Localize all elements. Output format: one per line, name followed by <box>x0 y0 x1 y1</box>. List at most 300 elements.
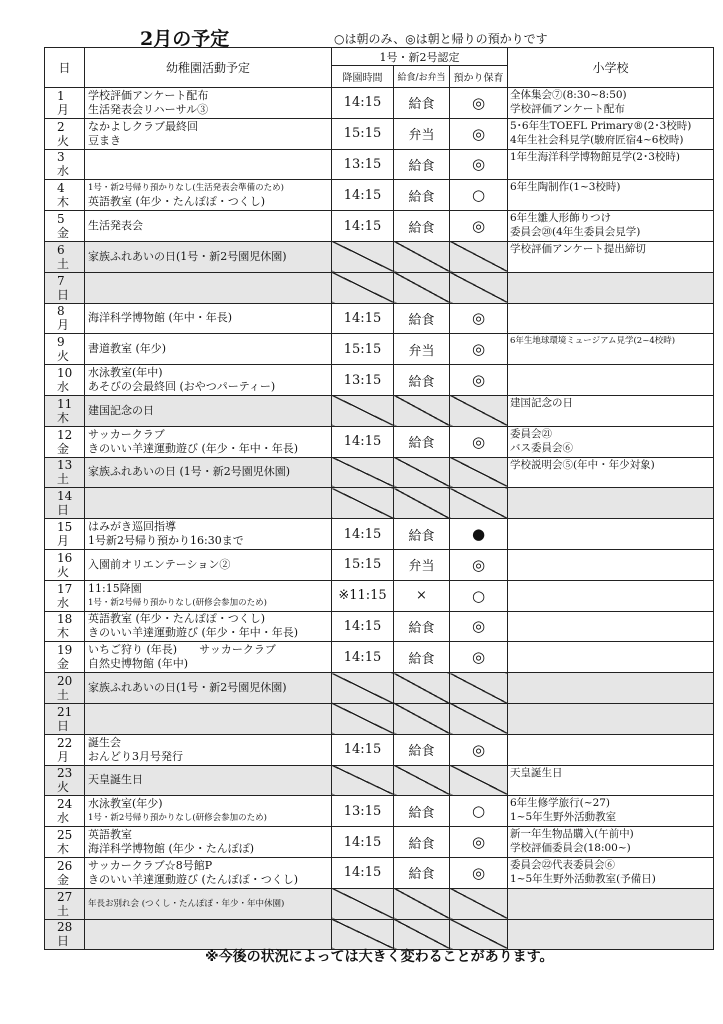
day-number: 24 <box>57 797 73 812</box>
activity-cell <box>85 334 332 365</box>
activity-cell <box>85 457 332 488</box>
school-line: 1~5年生野外活動教室 <box>510 811 617 824</box>
school-line: バス委員会⑥ <box>510 441 573 454</box>
activity-line: なかよしクラブ最終回 <box>88 119 198 133</box>
meal-type: 給食 <box>394 519 450 550</box>
meal-type <box>394 457 450 488</box>
school-line: 学校評価アンケート提出締切 <box>510 242 646 255</box>
day-number: 9 <box>57 335 65 350</box>
table-row <box>45 827 714 858</box>
activity-line: 天皇誕生日 <box>88 773 143 787</box>
school-cell <box>508 334 714 365</box>
day-cell <box>45 149 85 180</box>
weekday: 日 <box>57 718 70 733</box>
day-cell <box>45 827 85 858</box>
school-cell <box>508 734 714 765</box>
table-row <box>45 272 714 303</box>
weekday: 水 <box>57 595 70 610</box>
activity-cell <box>85 88 332 119</box>
header-meal: 給食/お弁当 <box>394 66 450 88</box>
day-cell <box>45 519 85 550</box>
activity-line: サッカークラブ☆8号館P <box>88 858 213 872</box>
day-number: 7 <box>57 273 65 288</box>
school-line: 学校説明会⑤(年中・年少対象) <box>510 458 655 471</box>
header-activity: 幼稚園活動予定 <box>85 48 332 88</box>
day-cell <box>45 549 85 580</box>
weekday: 火 <box>57 133 70 148</box>
day-number: 28 <box>57 920 73 935</box>
schedule-body <box>45 88 714 950</box>
meal-type <box>394 888 450 919</box>
weekday: 金 <box>57 441 70 456</box>
meal-type: 給食 <box>394 642 450 673</box>
day-cell <box>45 365 85 396</box>
activity-line: きのいい羊達運動遊び (年少・年中・年長) <box>88 441 299 455</box>
day-number: 1 <box>57 88 65 103</box>
table-row <box>45 673 714 704</box>
childcare-mark <box>450 241 508 272</box>
activity-cell <box>85 211 332 242</box>
day-cell <box>45 488 85 519</box>
day-cell <box>45 919 85 950</box>
day-number: 14 <box>57 489 73 504</box>
school-line: 学校評価委員会(18:00~) <box>510 842 631 855</box>
table-row <box>45 857 714 888</box>
weekday: 水 <box>57 380 70 395</box>
activity-line: 英語教室 (年少・たんぽぽ・つくし) <box>88 612 266 626</box>
weekday: 火 <box>57 349 70 364</box>
meal-type: 給食 <box>394 149 450 180</box>
childcare-mark <box>450 888 508 919</box>
weekday: 土 <box>57 688 70 703</box>
activity-line: おんどり3月号発行 <box>88 749 183 763</box>
dismissal-time: 13:15 <box>332 149 394 180</box>
school-cell <box>508 211 714 242</box>
header-dismissal-time: 降園時間 <box>332 66 394 88</box>
childcare-mark: ● <box>450 519 508 550</box>
dismissal-time: 13:15 <box>332 796 394 827</box>
activity-cell <box>85 149 332 180</box>
activity-line: 1号・新2号帰り預かりなし(研修会参加のため) <box>88 813 267 824</box>
childcare-mark: ◎ <box>450 642 508 673</box>
table-row <box>45 334 714 365</box>
table-row <box>45 703 714 734</box>
meal-type: 弁当 <box>394 118 450 149</box>
school-line: 新一年生物品購入(午前中) <box>510 828 634 841</box>
meal-type: 給食 <box>394 303 450 334</box>
school-line: 天皇誕生日 <box>510 766 563 779</box>
meal-type: 給食 <box>394 211 450 242</box>
activity-cell <box>85 765 332 796</box>
weekday: 月 <box>57 102 70 117</box>
childcare-mark: ◎ <box>450 549 508 580</box>
day-number: 2 <box>57 119 65 134</box>
day-cell <box>45 611 85 642</box>
school-cell <box>508 549 714 580</box>
weekday: 火 <box>57 780 70 795</box>
day-cell <box>45 241 85 272</box>
meal-type: 給食 <box>394 180 450 211</box>
table-row <box>45 118 714 149</box>
school-cell <box>508 765 714 796</box>
table-row <box>45 734 714 765</box>
footer-note: ※今後の状況によっては大きく変わることがあります。 <box>205 949 554 965</box>
day-number: 23 <box>57 766 73 781</box>
school-cell <box>508 303 714 334</box>
childcare-mark: ◎ <box>450 611 508 642</box>
day-number: 5 <box>57 212 65 227</box>
table-row <box>45 457 714 488</box>
childcare-mark: ○ <box>450 580 508 611</box>
weekday: 日 <box>57 287 70 302</box>
activity-cell <box>85 118 332 149</box>
table-row <box>45 549 714 580</box>
day-cell <box>45 580 85 611</box>
weekday: 水 <box>57 811 70 826</box>
school-cell <box>508 888 714 919</box>
meal-type: 給食 <box>394 611 450 642</box>
school-line: 5･6年生TOEFL Primary®(2･3校時) <box>510 119 692 132</box>
table-row <box>45 580 714 611</box>
day-number: 15 <box>57 520 73 535</box>
day-cell <box>45 303 85 334</box>
header-day: 日 <box>45 48 85 88</box>
childcare-mark: ◎ <box>450 149 508 180</box>
activity-cell <box>85 180 332 211</box>
activity-line: 生活発表会 <box>88 219 143 233</box>
meal-type <box>394 703 450 734</box>
school-cell <box>508 180 714 211</box>
dismissal-time: 13:15 <box>332 365 394 396</box>
table-row <box>45 395 714 426</box>
weekday: 木 <box>57 626 70 641</box>
activity-line: 豆まき <box>88 133 121 147</box>
childcare-mark: ○ <box>450 796 508 827</box>
activity-cell <box>85 519 332 550</box>
activity-cell <box>85 580 332 611</box>
activity-cell <box>85 703 332 734</box>
childcare-mark <box>450 703 508 734</box>
table-row <box>45 426 714 457</box>
activity-line: 家族ふれあいの日 (1号・新2号園児休園) <box>88 465 291 479</box>
activity-line: あそびの会最終回 (おやつパーティー) <box>88 380 276 394</box>
childcare-mark: ◎ <box>450 365 508 396</box>
day-number: 11 <box>57 396 73 411</box>
school-line: 4年生社会科見学(駿府匠宿4~6校時) <box>510 133 684 146</box>
activity-cell <box>85 857 332 888</box>
meal-type: 弁当 <box>394 334 450 365</box>
day-cell <box>45 796 85 827</box>
childcare-mark: ◎ <box>450 118 508 149</box>
activity-line: 年長お別れ会 (つくし・たんぽぽ・年少・年中休園) <box>88 898 285 909</box>
meal-type: 給食 <box>394 88 450 119</box>
activity-cell <box>85 426 332 457</box>
day-number: 27 <box>57 889 73 904</box>
weekday: 木 <box>57 410 70 425</box>
activity-line: 英語教室 <box>88 828 132 842</box>
meal-type: 給食 <box>394 365 450 396</box>
weekday: 月 <box>57 318 70 333</box>
activity-cell <box>85 642 332 673</box>
dismissal-time <box>332 272 394 303</box>
dismissal-time: 14:15 <box>332 303 394 334</box>
day-number: 25 <box>57 828 73 843</box>
day-cell <box>45 642 85 673</box>
dismissal-time <box>332 241 394 272</box>
activity-line: 水泳教室(年中) <box>88 366 163 380</box>
school-line: 6年生地球環境ミュージアム見学(2~4校時) <box>510 336 676 347</box>
weekday: 土 <box>57 256 70 271</box>
dismissal-time <box>332 395 394 426</box>
activity-cell <box>85 611 332 642</box>
table-row <box>45 765 714 796</box>
meal-type <box>394 673 450 704</box>
dismissal-time: 14:15 <box>332 827 394 858</box>
meal-type <box>394 765 450 796</box>
day-number: 13 <box>57 458 73 473</box>
activity-line: 入園前オリエンテーション② <box>88 557 231 571</box>
activity-line: 1号・新2号帰り預かりなし(生活発表会準備のため) <box>88 183 284 194</box>
activity-cell <box>85 241 332 272</box>
day-cell <box>45 88 85 119</box>
day-number: 22 <box>57 735 73 750</box>
school-cell <box>508 241 714 272</box>
meal-type <box>394 272 450 303</box>
activity-cell <box>85 303 332 334</box>
weekday: 木 <box>57 195 70 210</box>
header-school: 小学校 <box>508 48 714 88</box>
day-number: 16 <box>57 550 73 565</box>
childcare-mark: ◎ <box>450 426 508 457</box>
day-cell <box>45 765 85 796</box>
activity-line: 海洋科学博物館 (年中・年長) <box>88 311 233 325</box>
table-row <box>45 241 714 272</box>
school-cell <box>508 395 714 426</box>
weekday: 金 <box>57 872 70 887</box>
activity-line: 生活発表会リハーサル③ <box>88 102 209 116</box>
school-line: 1~5年生野外活動教室(予備日) <box>510 872 656 885</box>
childcare-mark <box>450 673 508 704</box>
activity-line: 水泳教室(年少) <box>88 797 163 811</box>
childcare-mark <box>450 272 508 303</box>
activity-line: 学校評価アンケート配布 <box>88 88 209 102</box>
activity-cell <box>85 549 332 580</box>
dismissal-time: 15:15 <box>332 334 394 365</box>
activity-line: きのいい羊達運動遊び (たんぽぽ・つくし) <box>88 872 299 886</box>
school-cell <box>508 703 714 734</box>
day-cell <box>45 857 85 888</box>
day-cell <box>45 211 85 242</box>
activity-line: きのいい羊達運動遊び (年少・年中・年長) <box>88 626 299 640</box>
table-row <box>45 365 714 396</box>
legend-note: ○は朝のみ、◎は朝と帰りの預かりです <box>334 32 548 46</box>
meal-type <box>394 241 450 272</box>
childcare-mark <box>450 488 508 519</box>
dismissal-time: 14:15 <box>332 211 394 242</box>
weekday: 木 <box>57 842 70 857</box>
childcare-mark <box>450 457 508 488</box>
childcare-mark: ○ <box>450 180 508 211</box>
weekday: 月 <box>57 534 70 549</box>
dismissal-time: 15:15 <box>332 549 394 580</box>
dismissal-time: 14:15 <box>332 642 394 673</box>
day-number: 26 <box>57 858 73 873</box>
meal-type: × <box>394 580 450 611</box>
day-number: 19 <box>57 643 73 658</box>
dismissal-time: 14:15 <box>332 734 394 765</box>
table-row <box>45 642 714 673</box>
activity-line: 家族ふれあいの日(1号・新2号園児休園) <box>88 681 287 695</box>
activity-cell <box>85 673 332 704</box>
activity-line: 海洋科学博物館 (年少・たんぽぽ) <box>88 842 255 856</box>
school-cell <box>508 118 714 149</box>
day-cell <box>45 673 85 704</box>
weekday: 水 <box>57 164 70 179</box>
dismissal-time <box>332 765 394 796</box>
childcare-mark: ◎ <box>450 211 508 242</box>
activity-line: 11:15降園 <box>88 581 142 595</box>
day-cell <box>45 334 85 365</box>
day-number: 6 <box>57 242 65 257</box>
school-line: 全体集会⑦(8:30~8:50) <box>510 89 627 101</box>
activity-line: 書道教室 (年少) <box>88 342 167 356</box>
table-row <box>45 611 714 642</box>
meal-type: 給食 <box>394 734 450 765</box>
school-cell <box>508 149 714 180</box>
school-line: 6年生陶制作(1~3校時) <box>510 181 621 194</box>
activity-line: サッカークラブ <box>88 427 165 441</box>
day-number: 12 <box>57 427 73 442</box>
activity-cell <box>85 365 332 396</box>
school-cell <box>508 272 714 303</box>
school-cell <box>508 611 714 642</box>
school-line: 委員会㉒代表委員会⑥ <box>510 858 615 871</box>
table-row <box>45 149 714 180</box>
day-number: 20 <box>57 674 73 689</box>
school-line: 6年生修学旅行(~27) <box>510 797 611 810</box>
weekday: 土 <box>57 472 70 487</box>
day-number: 8 <box>57 304 65 319</box>
day-cell <box>45 734 85 765</box>
meal-type <box>394 488 450 519</box>
school-line: 学校評価アンケート配布 <box>510 103 625 115</box>
table-row <box>45 303 714 334</box>
header-certification: 1号・新2号認定 <box>332 48 508 66</box>
meal-type: 給食 <box>394 426 450 457</box>
activity-cell <box>85 888 332 919</box>
day-cell <box>45 703 85 734</box>
day-number: 21 <box>57 704 73 719</box>
table-row <box>45 88 714 119</box>
day-number: 17 <box>57 581 73 596</box>
day-cell <box>45 426 85 457</box>
day-cell <box>45 118 85 149</box>
weekday: 日 <box>57 934 70 949</box>
dismissal-time: 14:15 <box>332 519 394 550</box>
activity-line: はみがき巡回指導 <box>88 520 176 534</box>
activity-cell <box>85 272 332 303</box>
school-cell <box>508 488 714 519</box>
school-cell <box>508 457 714 488</box>
activity-line: 自然史博物館 (年中) <box>88 657 189 671</box>
page-title: 2月の予定 <box>140 28 230 50</box>
schedule-table <box>44 47 714 950</box>
dismissal-time <box>332 673 394 704</box>
dismissal-time: 14:15 <box>332 88 394 119</box>
weekday: 日 <box>57 503 70 518</box>
dismissal-time: 15:15 <box>332 118 394 149</box>
school-cell <box>508 673 714 704</box>
dismissal-time: 14:15 <box>332 611 394 642</box>
childcare-mark: ◎ <box>450 334 508 365</box>
day-cell <box>45 457 85 488</box>
dismissal-time <box>332 488 394 519</box>
dismissal-time: 14:15 <box>332 857 394 888</box>
childcare-mark: ◎ <box>450 827 508 858</box>
weekday: 金 <box>57 226 70 241</box>
meal-type: 給食 <box>394 857 450 888</box>
meal-type <box>394 395 450 426</box>
day-number: 18 <box>57 612 73 627</box>
childcare-mark: ◎ <box>450 857 508 888</box>
activity-line: 英語教室 (年少・たんぽぽ・つくし) <box>88 195 266 209</box>
meal-type: 給食 <box>394 827 450 858</box>
activity-line: 家族ふれあいの日(1号・新2号園児休園) <box>88 249 287 263</box>
school-line: 6年生雛人形飾りつけ <box>510 212 612 225</box>
school-line: 委員会⑳(4年生委員会見学) <box>510 226 641 239</box>
header-childcare: 預かり保育 <box>450 66 508 88</box>
table-row <box>45 796 714 827</box>
school-cell <box>508 88 714 119</box>
dismissal-time <box>332 703 394 734</box>
dismissal-time: 14:15 <box>332 180 394 211</box>
day-cell <box>45 888 85 919</box>
activity-cell <box>85 488 332 519</box>
school-cell <box>508 426 714 457</box>
school-cell <box>508 827 714 858</box>
meal-type: 給食 <box>394 796 450 827</box>
childcare-mark: ◎ <box>450 303 508 334</box>
dismissal-time: 14:15 <box>332 426 394 457</box>
dismissal-time <box>332 888 394 919</box>
childcare-mark: ◎ <box>450 734 508 765</box>
table-row <box>45 211 714 242</box>
meal-type: 弁当 <box>394 549 450 580</box>
school-cell <box>508 642 714 673</box>
day-number: 3 <box>57 150 65 165</box>
weekday: 火 <box>57 564 70 579</box>
school-cell <box>508 796 714 827</box>
table-row <box>45 519 714 550</box>
school-line: 委員会㉑ <box>510 427 552 440</box>
childcare-mark <box>450 395 508 426</box>
school-line: 1年生海洋科学博物館見学(2･3校時) <box>510 150 680 163</box>
table-row <box>45 488 714 519</box>
table-row <box>45 888 714 919</box>
school-cell <box>508 857 714 888</box>
activity-cell <box>85 827 332 858</box>
activity-line: 1号新2号帰り預かり16:30まで <box>88 534 244 548</box>
weekday: 金 <box>57 657 70 672</box>
day-cell <box>45 395 85 426</box>
activity-cell <box>85 734 332 765</box>
activity-cell <box>85 796 332 827</box>
table-row <box>45 180 714 211</box>
day-cell <box>45 180 85 211</box>
activity-line: 建国記念の日 <box>88 403 154 417</box>
activity-line: 1号・新2号帰り預かりなし(研修会参加のため) <box>88 597 267 608</box>
day-number: 10 <box>57 366 73 381</box>
